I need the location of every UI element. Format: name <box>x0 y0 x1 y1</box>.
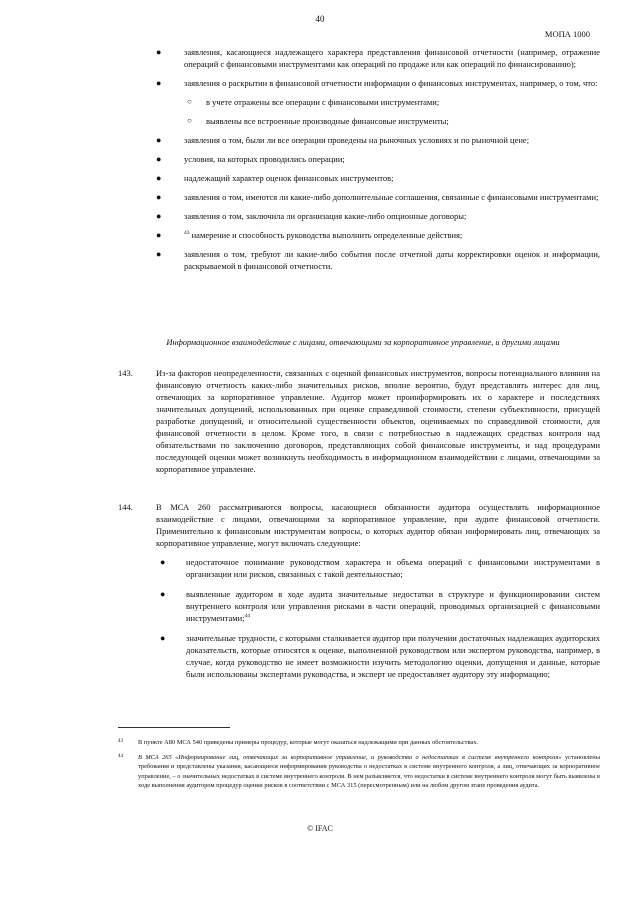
list-item <box>156 556 600 580</box>
bullet-dot-icon: ● <box>160 589 166 599</box>
list-item <box>156 632 600 680</box>
bullet-dot-icon: ● <box>156 173 162 183</box>
open-circle-icon: ○ <box>187 116 192 125</box>
paragraph-number: 143. <box>118 368 133 378</box>
list-item-text: недостаточное понимание руководством характера и объема операций с финансовыми инструментами в организации или рисков, связанных с такой деятельностью; <box>186 557 600 579</box>
sub-list-item <box>148 96 600 108</box>
list-item <box>148 229 600 241</box>
list-item <box>148 77 600 127</box>
section-heading: Информационное взаимодействие с лицами, отвечающими за корпоративное управление, и другими лицами <box>166 337 560 347</box>
list-item <box>148 248 600 272</box>
bullet-dot-icon: ● <box>156 211 162 221</box>
representations-bullet-list <box>148 46 600 279</box>
list-item-text: заявления о том, были ли все операции проведены на рыночных условиях и по рыночной цене; <box>184 135 530 145</box>
open-circle-icon: ○ <box>187 97 192 106</box>
bullet-dot-icon: ● <box>160 557 166 567</box>
paragraph-text: Из-за факторов неопределенности, связанных с оценкой финансовых инструментов, вопросы потенциального влияния на финансовую отчетность каких-либо значительных рисков, вполне вероятно, будут представлять интерес для лиц, отвечающих за корпоративное управление. Аудитор может проинформировать их о характере и последствиях значительных допущений, использованных при оценке справедливой стоимости, степени субъективности, присущей разработке допущений, и относительной существенности объектов, оцениваемых по справедливой стоимости, для финансовой отчетности в целом. Кроме того, в связи с потребностью в надлежащих средствах контроля над обязательствами по заключению договоров, представляющих собой финансовые инструменты, и над процедурами последующей оценки может возникнуть необходимость в информационном взаимодействии с лицами, отвечающими за корпоративное управление. <box>156 368 600 474</box>
footnote-text: В пункте A80 МСА 540 приведены примеры процедур, которые могут оказаться надлежащими при данных обстоятельствах. <box>138 739 479 746</box>
footnote-reference[interactable]: 43 <box>184 230 190 237</box>
list-item-text: выявленные аудитором в ходе аудита значительные недостатки в структуре и функционировании систем внутреннего контроля или управления рисками в части операций, проводимых организацией с финансовыми инструментами; <box>186 589 600 623</box>
list-item-text: заявления, касающиеся надлежащего характера представления финансовой отчетности (например, отражение операций с финансовыми инструментами как операций по продаже или как операций по финансированию); <box>184 47 600 69</box>
list-item <box>148 134 600 146</box>
bullet-dot-icon: ● <box>156 249 162 259</box>
footnote <box>118 738 600 748</box>
list-item <box>156 588 600 624</box>
bullet-dot-icon: ● <box>156 230 162 240</box>
list-item-text: условия, на которых проводились операции; <box>184 154 345 164</box>
paragraph-143 <box>118 367 600 475</box>
list-item <box>148 172 600 184</box>
document-code: МОПА 1000 <box>544 29 590 39</box>
communication-matters-list <box>156 556 600 680</box>
bullet-dot-icon: ● <box>160 633 166 643</box>
footnote-number: 43 <box>118 739 123 744</box>
list-item <box>148 210 600 222</box>
list-item-text: заявления о раскрытии в финансовой отчетности информации о финансовых инструментах, например, о том, что: <box>184 78 598 88</box>
footnotes <box>118 738 600 796</box>
footnote-reference[interactable]: 44 <box>244 613 251 620</box>
copyright-footer: © IFAC <box>307 824 333 833</box>
paragraph-144 <box>118 501 600 688</box>
sub-list-item-text: в учете отражены все операции с финансовыми инструментами; <box>206 97 440 107</box>
paragraph-number: 144. <box>118 502 133 512</box>
list-item <box>148 191 600 203</box>
bullet-dot-icon: ● <box>156 192 162 202</box>
sub-list-item-text: выявлены все встроенные производные финансовые инструменты; <box>206 116 449 126</box>
bullet-dot-icon: ● <box>156 154 162 164</box>
list-item-text: заявления о том, требуют ли какие-либо события после отчетной даты корректировки оценок и информации, раскрываемой в финансовой отчетности. <box>184 249 600 271</box>
page-number: 40 <box>315 14 325 24</box>
footnote-text: установлены требования и представлены указания, касающиеся информирования руководства о недостатках в системе внутреннего контроля, а лиц, отвечающих за корпоративное управление, – о значительных недостатках в системе внутреннего контроля. В нем разъясняется, что недостатки в системе внутреннего контроля могут быть выявлены в ходе выполнения аудитором процедур оценки рисков в соответствии с МСА 315 (пересмотренным) или на любом другом этапе проведения аудита. <box>138 753 600 790</box>
list-item-text: заявления о том, заключила ли организация какие-либо опционные договоры; <box>184 211 467 221</box>
list-item-text: намерение и способность руководства выполнить определенные действия; <box>191 230 463 240</box>
footnote-number: 44 <box>118 753 123 759</box>
list-item-text: заявления о том, имеются ли какие-либо дополнительные соглашения, связанные с финансовыми инструментами; <box>184 192 599 202</box>
list-item-text: надлежащий характер оценок финансовых инструментов; <box>184 173 394 183</box>
bullet-dot-icon: ● <box>156 47 162 57</box>
footnote <box>118 753 600 791</box>
list-item <box>148 153 600 165</box>
list-item <box>148 46 600 70</box>
bullet-dot-icon: ● <box>156 78 162 88</box>
list-item-text: значительные трудности, с которыми сталкивается аудитор при получении достаточных надлежащих аудиторских доказательств, которые относятся к оценке, выполненной руководством или экспертом руководства, например, в случае, когда руководство не имеет возможности изучить методологию оценки, допущения и данные, которые были использованы экспертами руководства, и эксперт не предоставляет аудитору эту информацию; <box>186 633 600 679</box>
sub-list-item <box>148 115 600 127</box>
paragraph-text: В МСА 260 рассматриваются вопросы, касающиеся обязанности аудитора осуществлять информационное взаимодействие с лицами, отвечающими за корпоративное управление, при аудите финансовой отчетности. Применительно к финансовым инструментам вопросы, о которых аудитор обязан информировать лиц, отвечающих за корпоративное управление, могут включать следующие: <box>156 502 600 548</box>
footnote-divider <box>118 727 230 728</box>
bullet-dot-icon: ● <box>156 135 162 145</box>
footnote-standard-title: В МСА 265 «Информирование лиц, отвечающих за корпоративное управление, и руководства о недостатках в системе внутреннего контроля» <box>138 753 562 761</box>
